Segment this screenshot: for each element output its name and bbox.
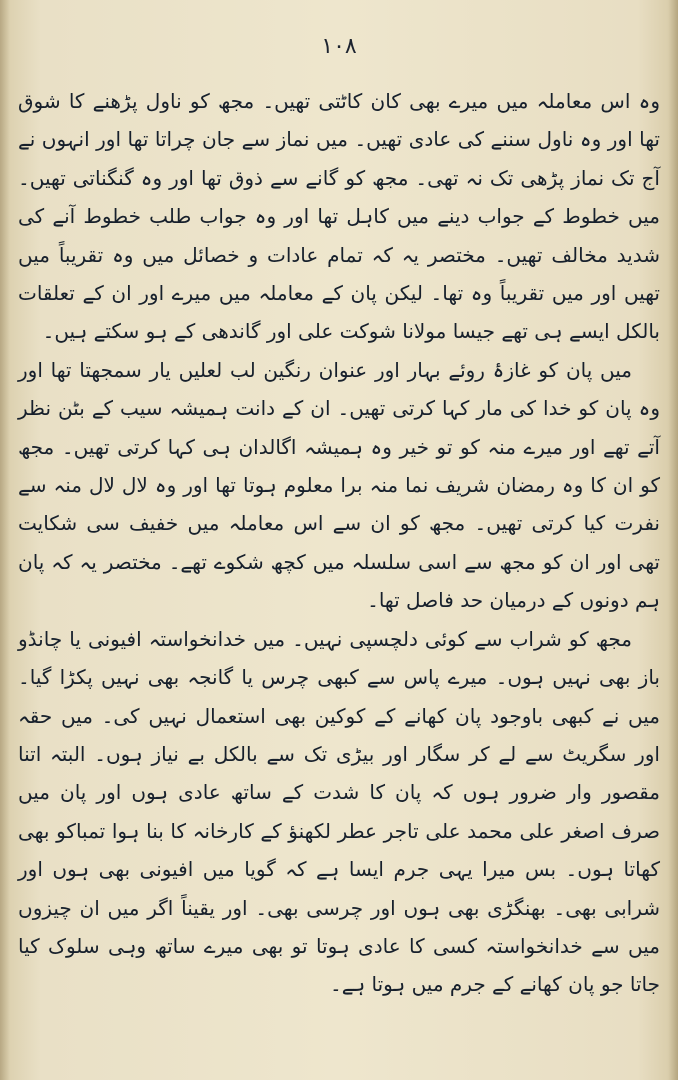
paragraph-3: مجھ کو شراب سے کوئی دلچسپی نہیں۔ میں خدانخواستہ افیونی یا چانڈو باز بھی نہیں ہوں۔ میرے پاس سے کبھی چرس یا گانجہ بھی نہیں پکڑا گیا۔ میں نے کبھی باوجود پان کھانے کے کوکین بھی استعمال نہیں کی۔ میں حقہ اور سگریٹ سے لے کر سگار اور بیڑی تک سے بالکل بے نیاز ہوں۔ البتہ اتنا مقصور وار ضرور ہوں کہ پان کا شدت کے ساتھ عادی ہوں اور پان میں صرف اصغر علی محمد علی تاجر عطر لکھنؤ کے کارخانہ کا بنا ہوا تمباکو بھی کھاتا ہوں۔ بس میرا یہی جرم ایسا ہے کہ گویا میں افیونی بھی ہوں اور شرابی بھی۔ بھنگڑی بھی ہوں اور چرسی بھی۔ اور یقیناً اگر میں ان چیزوں میں سے خدانخواستہ کسی کا عادی ہوتا تو بھی میرے ساتھ وہی سلوک کیا جاتا جو پان کھانے کے جرم میں ہوتا ہے۔ — [18, 626, 660, 997]
paragraph-2: میں پان کو غازۂ روئے بہار اور عنوان رنگین لب لعلیں یار سمجھتا تھا اور وہ پان کو خدا کی مار کہا کرتی تھیں۔ ان کے دانت ہمیشہ سیب کے بٹن نظر آتے تھے اور میرے منہ کو تو خیر وہ ہمیشہ اگالدان ہی کہا کرتی تھیں۔ مجھ کو ان کا وہ رمضان شریف نما منہ برا معلوم ہوتا تھا اور وہ لال لال منہ سے نفرت کیا کرتی تھیں۔ مجھ کو ان سے اس معاملہ میں خفیف سی شکایت تھی اور ان کو مجھ سے اسی سلسلہ میں کچھ شکوے تھے۔ مختصر یہ کہ پان ہم دونوں کے درمیان حد فاصل تھا۔ — [18, 357, 660, 613]
page-body — [18, 82, 660, 1004]
page-edge-right — [668, 0, 678, 1080]
paragraph-1: وہ اس معاملہ میں میرے بھی کان کاٹتی تھیں۔ مجھ کو ناول پڑھنے کا شوق تھا اور وہ ناول سننے کی عادی تھیں۔ میں نماز سے جان چراتا تھا اور انہوں نے آج تک نماز پڑھی تک نہ تھی۔ مجھ کو گانے سے ذوق تھا اور وہ گنگناتی تھیں۔ میں خطوط کے جواب دینے میں کاہل تھا اور وہ جواب طلب خطوط آنے کی شدید مخالف تھیں۔ مختصر یہ کہ تمام عادات و خصائل میں وہ تقریباً میں تھیں اور میں تقریباً وہ تھا۔ لیکن پان کے معاملہ میں میرے اور ان کے تعلقات بالکل ایسے ہی تھے جیسا مولانا شوکت علی اور گاندھی کے ہو سکتے ہیں۔ — [18, 89, 660, 344]
page-number: ۱۰۸ — [321, 34, 357, 59]
page-edge-left — [0, 0, 10, 1080]
